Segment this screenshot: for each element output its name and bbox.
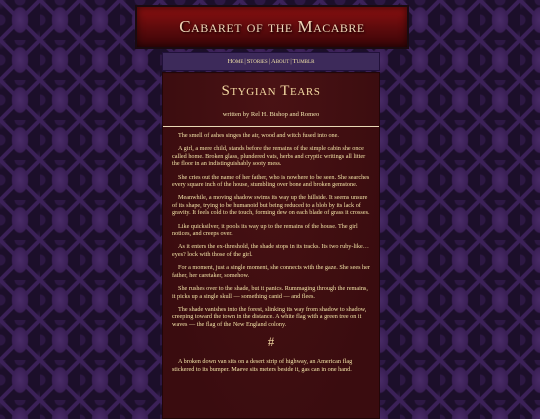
- story-paragraph: Meanwhile, a moving shadow swims its way up the hillside. It seems unsure of its shape, trying to be humanoid but being reduced to a blob by its lack of gravity. It feels cold to the touch, forming dew on each blade of grass it crosses.: [172, 194, 370, 217]
- nav-bar: [162, 52, 380, 71]
- nav-home-link[interactable]: Home: [227, 58, 244, 65]
- nav-about-link[interactable]: About: [271, 58, 290, 65]
- scene-break: #: [267, 334, 275, 350]
- nav-stories-link[interactable]: Stories: [246, 58, 268, 65]
- story-paragraph: A broken down van sits on a desert strip of highway, an American flag stickered to its bumper. Maeve sits meters beside it, gas can in one hand.: [172, 358, 353, 373]
- story-byline: written by Rel H. Bishop and Romeo: [222, 111, 320, 118]
- site-header: [135, 5, 409, 49]
- story-paragraph: She rushes over to the shade, but it panics. Rummaging through the remains, it picks up a single skull — something canid — and flees.: [172, 285, 368, 300]
- story-content: [163, 127, 379, 373]
- nav-separator: |: [290, 58, 292, 65]
- story-paragraph: As it enters the ex-threshold, the shade stops in its tracks. Its two ruby-like… eyes? lock with those of the girl.: [172, 243, 369, 258]
- story-paragraph: She cries out the name of her father, who is nowhere to be seen. She searches every square inch of the house, stumbling over bone and broken gemstone.: [172, 173, 370, 189]
- story-paragraph: Like quicksilver, it pools its way up to the remains of the house. The girl notices, and creeps over.: [172, 222, 358, 238]
- story-paragraph: A girl, a mere child, stands before the remains of the simple cabin she once called home. Broken glass, plundered vats, herbs and cryptic writings all litter the floor in an indistinguishably sooty mess.: [172, 145, 366, 168]
- nav-separator: |: [244, 58, 246, 65]
- story-panel: [162, 72, 380, 419]
- nav-tumblr-link[interactable]: Tumblr: [292, 58, 315, 65]
- nav-separator: |: [268, 58, 271, 65]
- story-paragraph: For a moment, just a single moment, she connects with the gaze. She sees her father, her caretaker, somehow.: [172, 264, 370, 279]
- story-paragraph: The smell of ashes singes the air, wood and witch fused into one.: [178, 132, 339, 139]
- story-paragraph: The shade vanishes into the forest, slinking its way from shadow to shadow, creeping toward the town in the distance. A white flag with a green tree on it waves — the flag of the New England colony.: [172, 305, 367, 328]
- site-title[interactable]: Cabaret of the Macabre: [179, 17, 365, 36]
- story-title: Stygian Tears: [221, 83, 321, 99]
